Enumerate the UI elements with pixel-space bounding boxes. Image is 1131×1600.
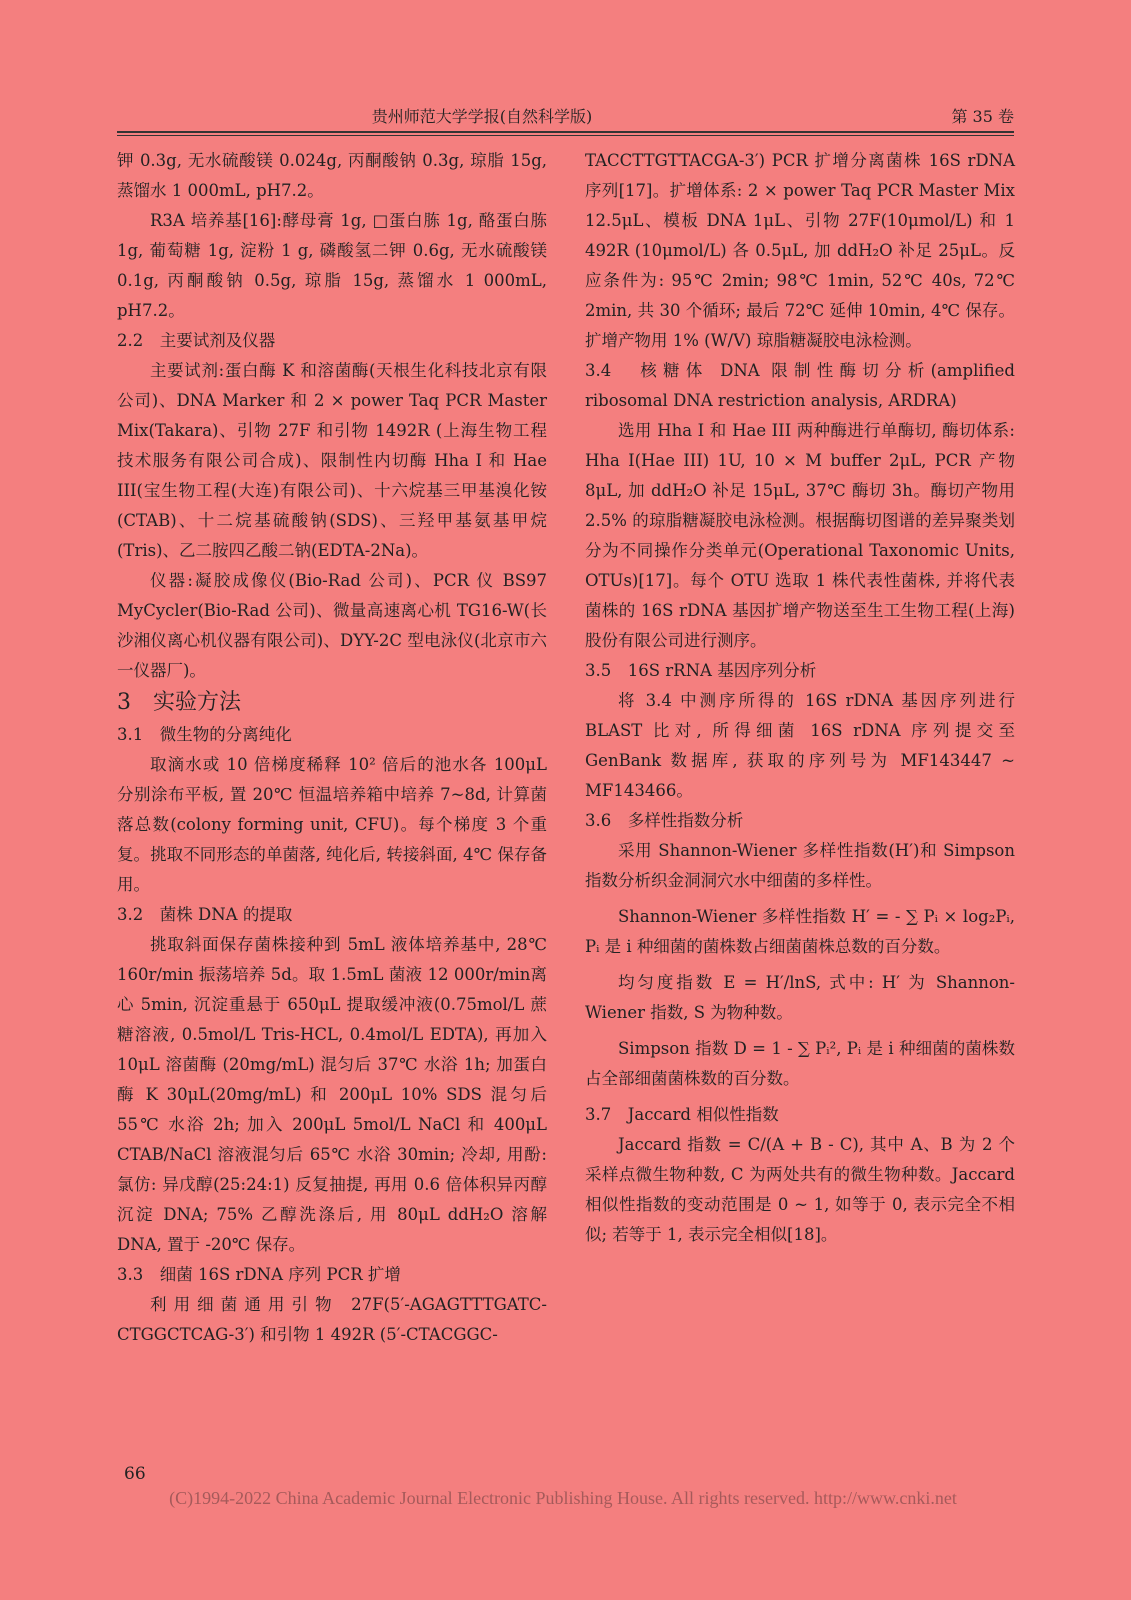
subsection-heading: 3.4 核糖体 DNA 限制性酶切分析(amplified ribosomal DNA restriction analysis, ARDRA): [585, 361, 1015, 410]
paragraph: 选用 Hha I 和 Hae III 两种酶进行单酶切, 酶切体系: Hha I(Hae III) 1U, 10 × M buffer 2μL, PCR 产物 8μL, 加 ddH₂O 补足 15μL, 37℃ 酶切 3h。酶切产物用 2.5% 的琼脂糖凝胶电泳检测。根据酶切图谱的差异聚类划分为不同操作分类单元(Operational Taxonomic Units, OTUs)[17]。每个 OTU 选取 1 株代表性菌株, 并将代表菌株的 16S rDNA 基因扩增产物送至生工生物工程(上海)股份有限公司进行测序。: [585, 421, 1015, 650]
paragraph: TACCTTGTTACGA-3′) PCR 扩增分离菌株 16S rDNA 序列[17]。扩增体系: 2 × power Taq PCR Master Mix 12.5μL、模板 DNA 1μL、引物 27F(10μmol/L) 和 1 492R (10μmol/L) 各 0.5μL, 加 ddH₂O 补足 25μL。反应条件为: 95℃ 2min; 98℃ 1min, 52℃ 40s, 72℃ 2min, 共 30 个循环; 最后 72℃ 延伸 10min, 4℃ 保存。扩增产物用 1% (W/V) 琼脂糖凝胶电泳检测。: [585, 151, 1015, 350]
subsection-heading: 3.2 菌株 DNA 的提取: [117, 905, 293, 924]
paragraph: Jaccard 指数 = C/(A + B - C), 其中 A、B 为 2 个采样点微生物种数, C 为两处共有的微生物种数。Jaccard 相似性指数的变动范围是 0 ~ 1, 如等于 0, 表示完全不相似; 若等于 1, 表示完全相似[18]。: [585, 1135, 1015, 1244]
subsection-heading: 3.3 细菌 16S rDNA 序列 PCR 扩增: [117, 1265, 401, 1284]
right-column: [585, 146, 1015, 1250]
paragraph: 取滴水或 10 倍梯度稀释 10² 倍后的池水各 100μL 分别涂布平板, 置 20℃ 恒温培养箱中培养 7~8d, 计算菌落总数(colony forming unit, CFU)。每个梯度 3 个重复。挑取不同形态的单菌落, 纯化后, 转接斜面, 4℃ 保存备用。: [117, 755, 547, 894]
copyright-footer: (C)1994-2022 China Academic Journal Electronic Publishing House. All rights reserved. http://www.cnki.net: [169, 1488, 957, 1508]
journal-title: 贵州师范大学学报(自然科学版): [371, 107, 593, 126]
header-rule: [117, 131, 1014, 133]
subsection-heading: 3.6 多样性指数分析: [585, 811, 744, 830]
paragraph: 主要试剂:蛋白酶 K 和溶菌酶(天根生化科技北京有限公司)、DNA Marker 和 2 × power Taq PCR Master Mix(Takara)、引物 27F 和引物 1492R (上海生物工程技术服务有限公司合成)、限制性内切酶 Hha I 和 Hae III(宝生物工程(大连)有限公司)、十六烷基三甲基溴化铵(CTAB)、十二烷基硫酸钠(SDS)、三羟甲基氨基甲烷(Tris)、乙二胺四乙酸二钠(EDTA-2Na)。: [117, 361, 547, 560]
section-heading: 3 实验方法: [117, 690, 241, 715]
paragraph: 采用 Shannon-Wiener 多样性指数(H′)和 Simpson 指数分析织金洞洞穴水中细菌的多样性。: [585, 841, 1015, 890]
paragraph: 利用细菌通用引物 27F(5′-AGAGTTTGATC-CTGGCTCAG-3′) 和引物 1 492R (5′-CTACGGC-: [117, 1295, 547, 1344]
paragraph: R3A 培养基[16]:酵母膏 1g, □蛋白胨 1g, 酪蛋白胨 1g, 葡萄糖 1g, 淀粉 1 g, 磷酸氢二钾 0.6g, 无水硫酸镁 0.1g, 丙酮酸钠 0.5g, 琼脂 15g, 蒸馏水 1 000mL, pH7.2。: [117, 211, 547, 320]
paragraph: 将 3.4 中测序所得的 16S rDNA 基因序列进行 BLAST 比对, 所得细菌 16S rDNA 序列提交至 GenBank 数据库, 获取的序列号为 MF143447 ~ MF143466。: [585, 691, 1015, 800]
paragraph: 挑取斜面保存菌株接种到 5mL 液体培养基中, 28℃ 160r/min 振荡培养 5d。取 1.5mL 菌液 12 000r/min离心 5min, 沉淀重悬于 650μL 提取缓冲液(0.75mol/L 蔗糖溶液, 0.5mol/L Tris-HCL, 0.4mol/L EDTA), 再加入 10μL 溶菌酶 (20mg/mL) 混匀后 37℃ 水浴 1h; 加蛋白酶 K 30μL(20mg/mL) 和 200μL 10% SDS 混匀后 55℃ 水浴 2h; 加入 200μL 5mol/L NaCl 和 400μL CTAB/NaCl 溶液混匀后 65℃ 水浴 30min; 冷却, 用酚: 氯仿: 异戊醇(25:24:1) 反复抽提, 再用 0.6 倍体积异丙醇沉淀 DNA; 75% 乙醇洗涤后, 用 80μL ddH₂O 溶解 DNA, 置于 -20℃ 保存。: [117, 935, 547, 1254]
page-number: 66: [124, 1464, 146, 1484]
running-head: [117, 100, 1014, 128]
subsection-heading: 3.7 Jaccard 相似性指数: [585, 1105, 779, 1124]
subsection-heading: 2.2 主要试剂及仪器: [117, 331, 276, 350]
left-column: [117, 146, 547, 1350]
header-rule-thin: [117, 135, 1014, 136]
subsection-heading: 3.5 16S rRNA 基因序列分析: [585, 661, 817, 680]
volume-number: 第 35 卷: [951, 107, 1014, 126]
shannon-formula: Shannon-Wiener 多样性指数 H′ = - ∑ Pᵢ × log₂Pᵢ, Pᵢ 是 i 种细菌的菌株数占细菌菌株总数的百分数。: [585, 907, 1015, 956]
simpson-formula: Simpson 指数 D = 1 - ∑ Pᵢ², Pᵢ 是 i 种细菌的菌株数占全部细菌菌株数的百分数。: [585, 1039, 1015, 1088]
paragraph: 钾 0.3g, 无水硫酸镁 0.024g, 丙酮酸钠 0.3g, 琼脂 15g, 蒸馏水 1 000mL, pH7.2。: [117, 151, 547, 200]
subsection-heading: 3.1 微生物的分离纯化: [117, 725, 292, 744]
paragraph: 仪器:凝胶成像仪(Bio-Rad 公司)、PCR 仪 BS97 MyCycler(Bio-Rad 公司)、微量高速离心机 TG16-W(长沙湘仪离心机仪器有限公司)、DYY-2C 型电泳仪(北京市六一仪器厂)。: [117, 571, 547, 680]
evenness-formula: 均匀度指数 E = H′/lnS, 式中: H′ 为 Shannon-Wiener 指数, S 为物种数。: [585, 973, 1015, 1022]
